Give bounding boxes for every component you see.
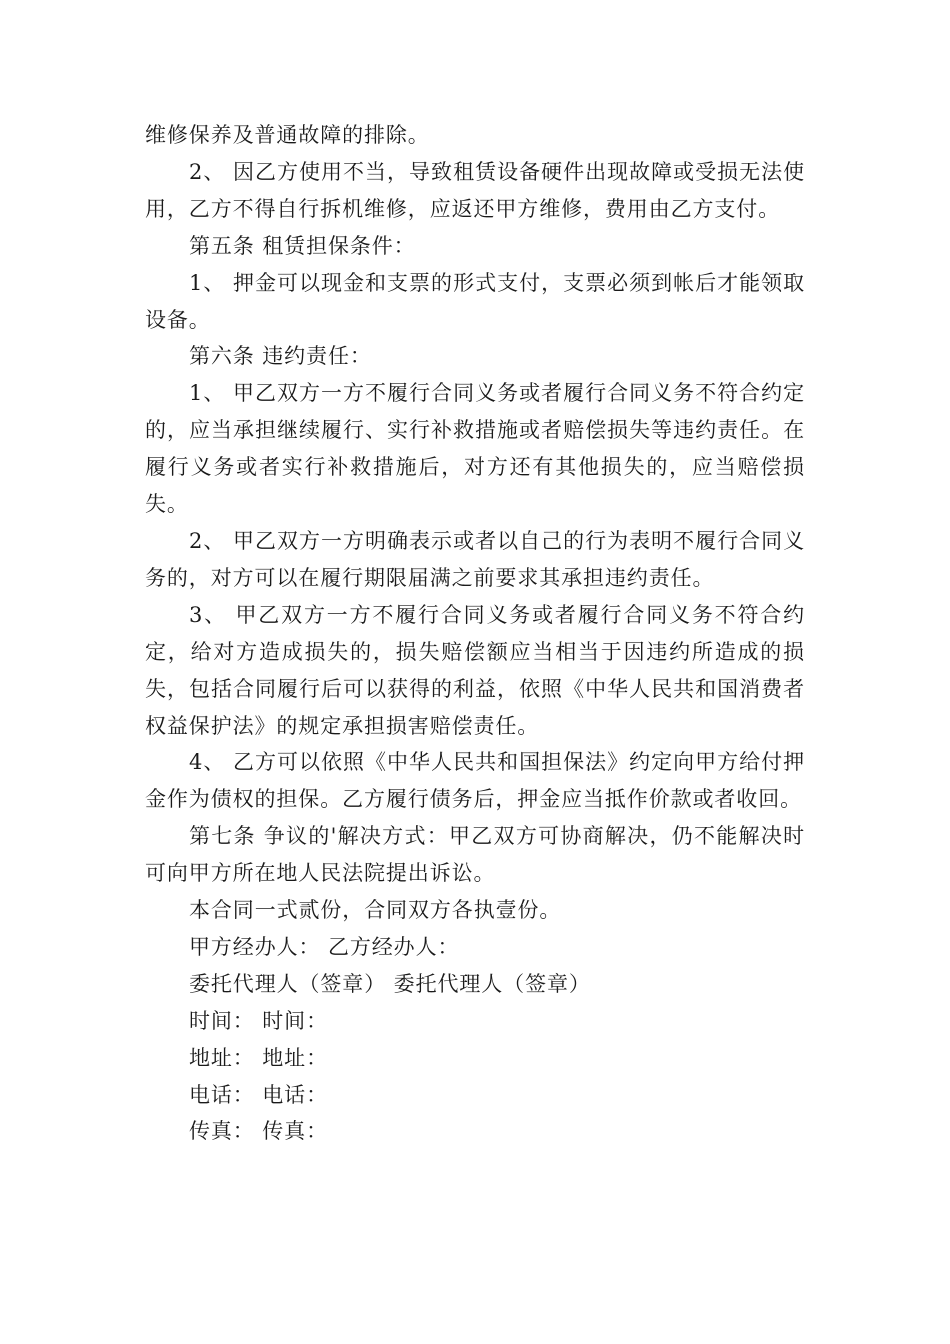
- article-6-heading: 第六条 违约责任：: [189, 344, 372, 369]
- article-5-heading: 第五条 租赁担保条件：: [189, 233, 416, 258]
- signature-block: [145, 929, 805, 1150]
- paragraph-clause-6-3: 3、 甲乙双方一方不履行合同义务或者履行合同义务不符合约定，给对方造成损失的，损失赔偿额应当相当于因违约所造成的损失，包括合同履行后可以获得的利益，依照《中华人民共和国消费者权益保护法》的规定承担损害赔偿责任。: [145, 602, 805, 738]
- signature-line-address: 地址： 地址：: [189, 1045, 328, 1070]
- signature-line-fax: 传真： 传真：: [189, 1119, 328, 1144]
- signature-line-time: 时间： 时间：: [189, 1008, 328, 1033]
- signature-line-agent: 委托代理人（签章） 委托代理人（签章）: [189, 971, 591, 996]
- paragraph-clause-6-1: 1、 甲乙双方一方不履行合同义务或者履行合同义务不符合约定的，应当承担继续履行、实行补救措施或者赔偿损失等违约责任。在履行义务或者实行补救措施后，对方还有其他损失的，应当赔偿损失。: [145, 381, 805, 517]
- contract-body: [145, 117, 805, 1150]
- article-7-paragraph: 第七条 争议的'解决方式：甲乙双方可协商解决，仍不能解决时可向甲方所在地人民法院提出诉讼。: [145, 824, 805, 886]
- signature-line-phone: 电话： 电话：: [189, 1082, 328, 1107]
- paragraph-continued: 维修保养及普通故障的排除。: [145, 123, 430, 147]
- paragraph-clause-5-1: 1、 押金可以现金和支票的形式支付，支票必须到帐后才能领取设备。: [145, 270, 805, 332]
- copies-statement: 本合同一式贰份，合同双方各执壹份。: [189, 898, 562, 923]
- paragraph-clause-6-2: 2、 甲乙双方一方明确表示或者以自己的行为表明不履行合同义务的，对方可以在履行期限届满之前要求其承担违约责任。: [145, 528, 805, 590]
- paragraph-clause-6-4: 4、 乙方可以依照《中华人民共和国担保法》约定向甲方给付押金作为债权的担保。乙方履行债务后，押金应当抵作价款或者收回。: [145, 750, 805, 812]
- signature-line-handler: 甲方经办人： 乙方经办人：: [189, 934, 460, 959]
- paragraph-clause-4-2: 2、 因乙方使用不当，导致租赁设备硬件出现故障或受损无法使用，乙方不得自行拆机维修，应返还甲方维修，费用由乙方支付。: [145, 159, 805, 221]
